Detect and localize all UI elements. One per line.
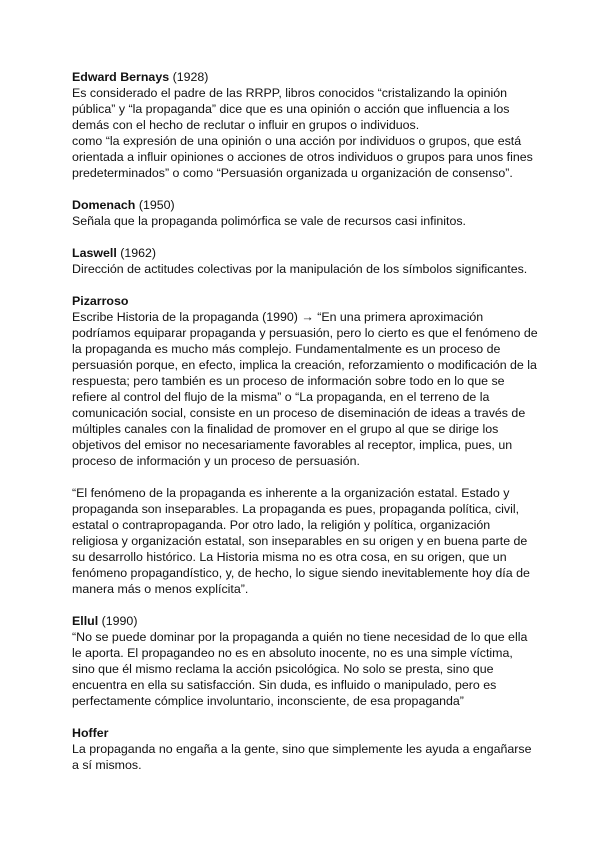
entry-paragraph: “No se puede dominar por la propaganda a quién no tiene necesidad de lo que ella le aporta. El propagandeo no es en absoluto inocente, no es una simple víctima, sino que él mismo reclama la acción psicológica. No solo se presta, sino que encuentra en ella su satisfacción. Sin duda, es influido o manipulado, pero es perfectamente cómplice involuntario, inconsciente, de esa propaganda”	[72, 630, 528, 708]
entry-bernays	[72, 69, 538, 181]
entry-heading	[72, 197, 538, 213]
entry-heading	[72, 245, 538, 261]
entry-paragraph: Es considerado el padre de las RRPP, libros conocidos “cristalizando la opinión pública” y “la propaganda” dice que es una opinión o acción que influencia a los demás con el hecho de reclutar o influir en grupos o individuos. como “la expresión de una opinión o una acción por individuos o grupos, que está orientada a influir opiniones o acciones de otros individuos o grupos para unos fines predeterminados” o como “Persuasión organizada u organización de consenso”.	[72, 86, 533, 180]
author-name: Pizarroso	[72, 294, 129, 308]
author-name: Edward Bernays	[72, 70, 170, 84]
author-year: (1990)	[101, 614, 138, 628]
entry-paragraph: Dirección de actitudes colectivas por la manipulación de los símbolos significantes.	[72, 262, 528, 276]
author-year: (1962)	[120, 246, 157, 260]
entry-paragraph: Escribe Historia de la propaganda (1990) → “En una primera aproximación podríamos equiparar propaganda y persuasión, pero lo cierto es que el fenómeno de la propaganda es mucho más complejo. Fundamentalmente es un proceso de persuasión porque, en efecto, implica la creación, reforzamiento o modificación de la respuesta; pero también es un proceso de información sobre todo en lo que se refiere al control del flujo de la misma” o “La propaganda, en el terreno de la comunicación social, consiste en un proceso de diseminación de ideas a través de múltiples canales con la finalidad de promover en el grupo al que se dirige los objetivos del emisor no necesariamente favorables al receptor, implica, pues, un proceso de información y un proceso de persuasión.	[72, 310, 538, 468]
author-name: Hoffer	[72, 726, 109, 740]
entry-paragraph: Señala que la propaganda polimórfica se vale de recursos casi infinitos.	[72, 214, 466, 228]
entry-laswell	[72, 245, 538, 277]
entry-heading	[72, 69, 538, 85]
entry-domenach	[72, 197, 538, 229]
document-page	[72, 69, 538, 773]
author-year: (1950)	[138, 198, 175, 212]
entry-paragraph: La propaganda no engaña a la gente, sino que simplemente les ayuda a engañarse a sí mismos.	[72, 742, 532, 772]
author-name: Laswell	[72, 246, 117, 260]
entry-ellul	[72, 613, 538, 709]
author-name: Domenach	[72, 198, 136, 212]
entry-pizarroso	[72, 293, 538, 597]
entry-heading	[72, 613, 538, 629]
entry-heading	[72, 725, 538, 741]
author-name: Ellul	[72, 614, 99, 628]
author-year: (1928)	[172, 70, 209, 84]
entry-paragraph: “El fenómeno de la propaganda es inherente a la organización estatal. Estado y propaganda son inseparables. La propaganda es pues, propaganda política, civil, estatal o contrapropaganda. Por otro lado, la religión y política, organización religiosa y organización estatal, son inseparables en su origen y en buena parte de su desarrollo histórico. La Historia misma no es otra cosa, en su origen, que un fenómeno propagandístico, y, de hecho, lo sigue siendo inevitablemente hoy día de manera más o menos explícita”.	[72, 486, 530, 596]
entry-hoffer	[72, 725, 538, 773]
entry-heading	[72, 293, 538, 309]
